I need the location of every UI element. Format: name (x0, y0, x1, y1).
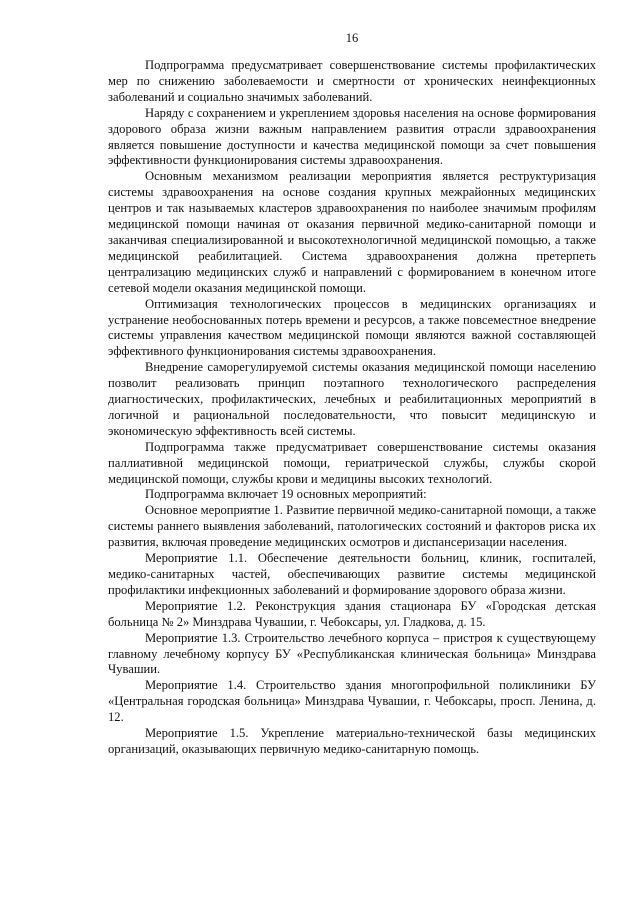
paragraph-10: Мероприятие 1.2. Реконструкция здания стационара БУ «Городская детская больница № 2» Минздрава Чувашии, г. Чебоксары, ул. Гладкова, д. 15. (108, 598, 596, 629)
paragraph-3: Основным механизмом реализации мероприятия является реструктуризация системы здравоохранения на основе создания крупных межрайонных медицинских центров и так называемых кластеров здравоохранения по наиболее значимым профилям медицинской помощи начиная от оказания первичной медико-санитарной помощи и заканчивая специализированной и высокотехнологичной медицинской помощью, а также медицинской реабилитацией. Система здравоохранения должна претерпеть централизацию медицинских служб и направлений с формированием в конечном итоге сетевой модели оказания медицинской помощи. (108, 169, 596, 295)
paragraph-1: Подпрограмма предусматривает совершенствование системы профилактических мер по снижению заболеваемости и смертности от хронических неинфекционных заболеваний и социально значимых заболеваний. (108, 58, 596, 104)
paragraph-13: Мероприятие 1.5. Укрепление материально-технической базы медицинских организаций, оказывающих первичную медико-санитарную помощь. (108, 726, 596, 756)
paragraph-12: Мероприятие 1.4. Строительство здания многопрофильной поликлиники БУ «Центральная городская больница» Минздрава Чувашии, г. Чебоксары, просп. Ленина, д. 12. (108, 678, 596, 725)
paragraph-2: Наряду с сохранением и укреплением здоровья населения на основе формирования здорового образа жизни важным направлением развития отрасли здравоохранения является повышение доступности и качества медицинской помощи за счет повышения эффективности функционирования системы здравоохранения. (108, 105, 596, 168)
paragraph-7: Подпрограмма включает 19 основных мероприятий: (145, 487, 427, 502)
document-body (108, 58, 596, 758)
paragraph-5: Внедрение саморегулируемой системы оказания медицинской помощи населению позволит реализовать принцип поэтапного технологического распределения диагностических, профилактических, лечебных и реабилитационных мероприятий в логичной и рациональной последовательности, что повысит медицинскую и экономическую эффективность всей системы. (108, 360, 596, 438)
page-number: 16 (345, 31, 359, 45)
paragraph-9: Мероприятие 1.1. Обеспечение деятельности больниц, клиник, госпиталей, медико-санитарных частей, обеспечивающих развитие системы медицинской профилактики инфекционных заболеваний и формирование здорового образа жизни. (108, 551, 596, 597)
paragraph-4: Оптимизация технологических процессов в медицинских организациях и устранение необоснованных потерь времени и ресурсов, а также повсеместное внедрение системы управления качеством медицинской помощи являются важной составляющей эффективного функционирования системы здравоохранения. (108, 296, 596, 359)
paragraph-8: Основное мероприятие 1. Развитие первичной медико-санитарной помощи, а также системы раннего выявления заболеваний, патологических состояний и факторов риска их развития, включая проведение медицинских осмотров и диспансеризации населения. (108, 503, 596, 550)
paragraph-6: Подпрограмма также предусматривает совершенствование системы оказания паллиативной медицинской помощи, гериатрической службы, службы скорой медицинской помощи, службы крови и медицины высоких технологий. (108, 439, 596, 486)
paragraph-11: Мероприятие 1.3. Строительство лечебного корпуса – пристроя к существующему главному лечебному корпусу БУ «Республиканская клиническая больница» Минздрава Чувашии. (108, 630, 596, 677)
